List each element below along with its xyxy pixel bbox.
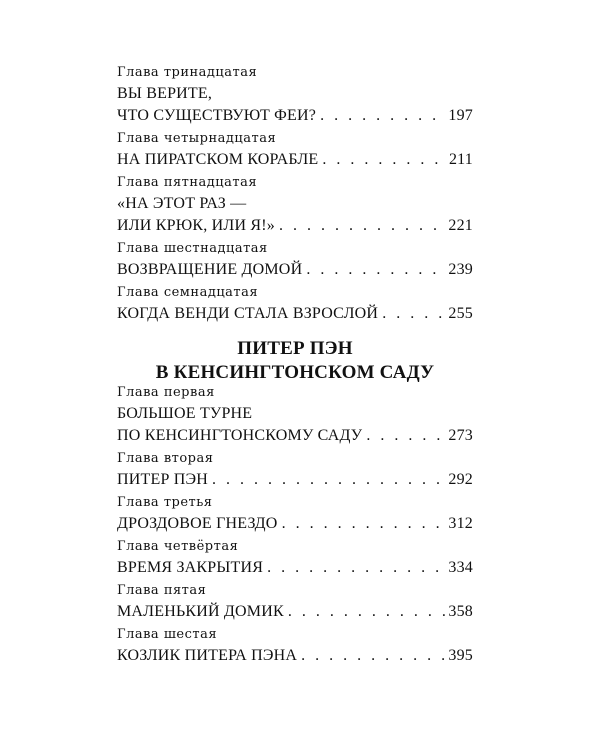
- chapter-title-row: [117, 513, 473, 535]
- toc-entry: [117, 493, 473, 535]
- chapter-title-row: [117, 149, 473, 171]
- chapter-title-line: ЧТО СУЩЕСТВУЮТ ФЕИ?: [117, 107, 317, 124]
- chapter-title-line: ВОЗВРАЩЕНИЕ ДОМОЙ: [117, 261, 303, 278]
- page-number: 292: [448, 471, 473, 488]
- section-heading: [117, 337, 473, 385]
- page-number: 273: [448, 427, 473, 444]
- chapter-label: Глава третья: [117, 495, 213, 510]
- dot-leader: [288, 601, 446, 623]
- chapter-title-row: [117, 105, 473, 127]
- chapter-label: Глава четвёртая: [117, 539, 239, 554]
- toc-entry: [117, 173, 473, 237]
- dot-leader: [212, 469, 445, 491]
- chapter-title-row: [117, 425, 473, 447]
- toc-section-part2: [117, 383, 473, 669]
- section-heading-line: ПИТЕР ПЭН: [237, 338, 353, 359]
- page-number: 395: [448, 647, 473, 664]
- chapter-title-line: КОЗЛИК ПИТЕРА ПЭНА: [117, 647, 298, 664]
- dot-leader: [322, 149, 446, 171]
- chapter-label: Глава тринадцатая: [117, 65, 258, 80]
- chapter-title-line: ВРЕМЯ ЗАКРЫТИЯ: [117, 559, 264, 576]
- toc-entry: [117, 129, 473, 171]
- chapter-title-row: [117, 215, 473, 237]
- toc-entry: [117, 383, 473, 447]
- dot-leader: [279, 215, 445, 237]
- dot-leader: [306, 259, 445, 281]
- chapter-title-line: МАЛЕНЬКИЙ ДОМИК: [117, 603, 284, 620]
- chapter-label: Глава шестнадцатая: [117, 241, 268, 256]
- page-number: 211: [448, 151, 473, 168]
- toc-entry: [117, 63, 473, 127]
- toc-entry: [117, 537, 473, 579]
- page-number: 255: [448, 305, 473, 322]
- chapter-label: Глава вторая: [117, 451, 214, 466]
- chapter-title-line: ПИТЕР ПЭН: [117, 471, 209, 488]
- chapter-title-row: [117, 557, 473, 579]
- chapter-title-row: [117, 469, 473, 491]
- chapter-title-row: [117, 303, 473, 325]
- page-number: 312: [448, 515, 473, 532]
- chapter-title-line: ПО КЕНСИНГТОНСКОМУ САДУ: [117, 427, 363, 444]
- chapter-title-row: [117, 645, 473, 667]
- page-number: 358: [448, 603, 473, 620]
- chapter-title-line: ИЛИ КРЮК, ИЛИ Я!»: [117, 217, 276, 234]
- toc-entry: [117, 581, 473, 623]
- page-number: 239: [448, 261, 473, 278]
- toc-entry: [117, 449, 473, 491]
- chapter-title-row: [117, 601, 473, 623]
- toc-entry: [117, 283, 473, 325]
- toc-entry: [117, 239, 473, 281]
- chapter-title-line: «НА ЭТОТ РАЗ —: [117, 195, 247, 212]
- chapter-title-line: КОГДА ВЕНДИ СТАЛА ВЗРОСЛОЙ: [117, 305, 379, 322]
- chapter-label: Глава четырнадцатая: [117, 131, 277, 146]
- dot-leader: [320, 105, 445, 127]
- chapter-title-line: ДРОЗДОВОЕ ГНЕЗДО: [117, 515, 278, 532]
- chapter-label: Глава пятая: [117, 583, 207, 598]
- dot-leader: [282, 513, 446, 535]
- dot-leader: [301, 645, 445, 667]
- toc-section-part1: [117, 63, 473, 327]
- dot-leader: [267, 557, 445, 579]
- chapter-label: Глава семнадцатая: [117, 285, 259, 300]
- chapter-title-line: ВЫ ВЕРИТЕ,: [117, 85, 213, 102]
- toc-entry: [117, 625, 473, 667]
- dot-leader: [382, 303, 445, 325]
- section-heading-line: В КЕНСИНГТОНСКОМ САДУ: [155, 362, 435, 383]
- page-number: 334: [448, 559, 473, 576]
- dot-leader: [366, 425, 445, 447]
- chapter-label: Глава пятнадцатая: [117, 175, 258, 190]
- chapter-title-row: [117, 259, 473, 281]
- page-number: 197: [448, 107, 473, 124]
- page-number: 221: [448, 217, 473, 234]
- chapter-title-line: БОЛЬШОЕ ТУРНЕ: [117, 405, 253, 422]
- chapter-label: Глава шестая: [117, 627, 218, 642]
- chapter-title-line: НА ПИРАТСКОМ КОРАБЛЕ: [117, 151, 319, 168]
- chapter-label: Глава первая: [117, 385, 215, 400]
